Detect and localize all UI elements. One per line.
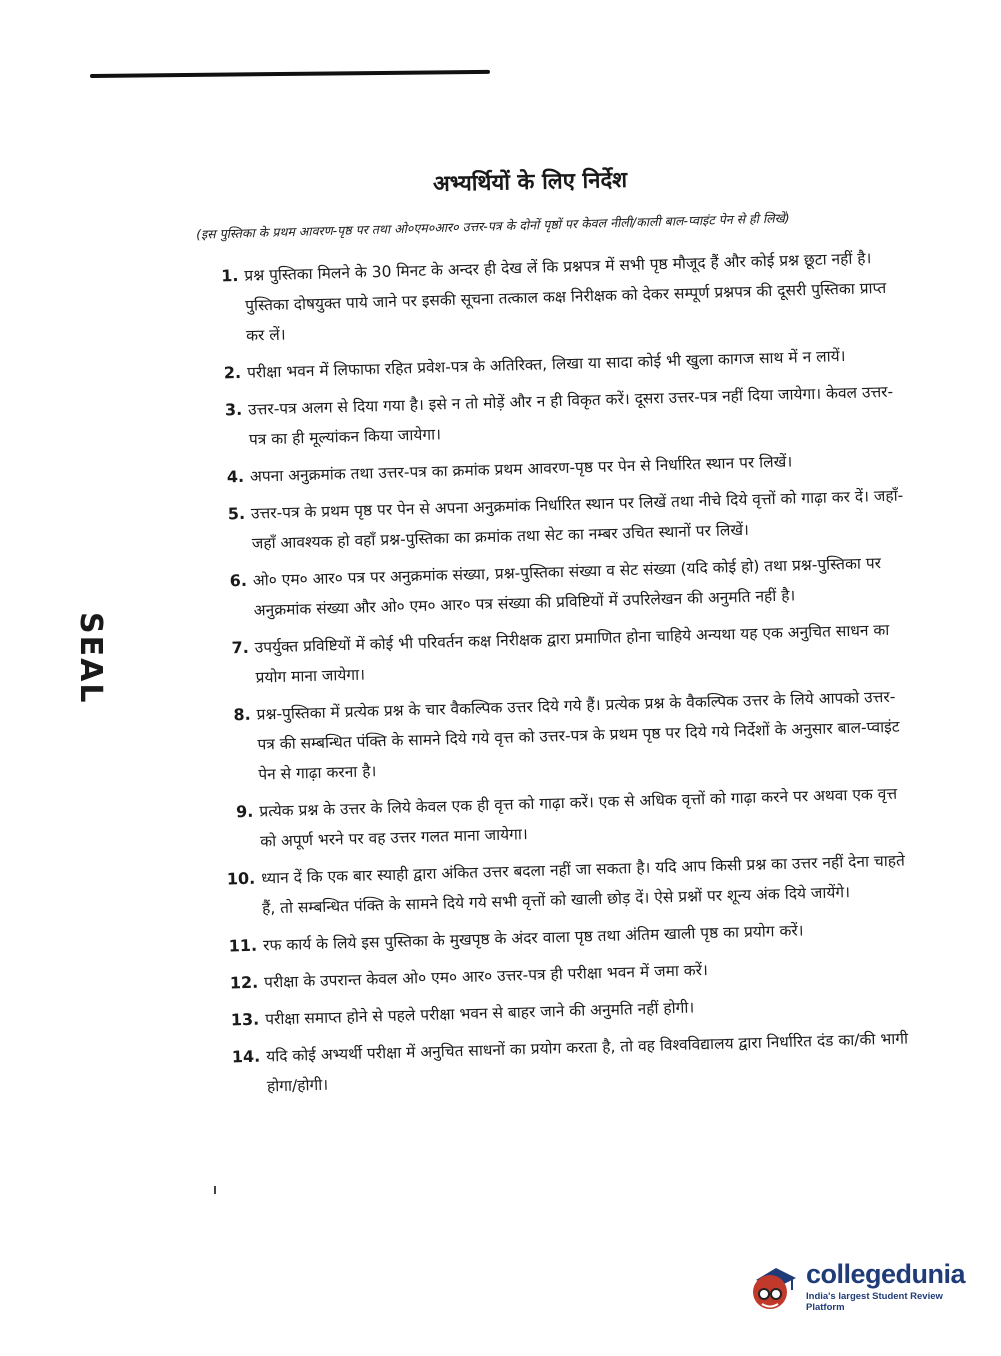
instruction-number: 11. bbox=[228, 935, 258, 956]
instruction-text: अपना अनुक्रमांक तथा उत्तर-पत्र का क्रमांक प्रथम आवरण-पृष्ठ पर पेन से निर्धारित स्थान पर लिखें। bbox=[249, 452, 793, 486]
instruction-item bbox=[210, 614, 911, 694]
instruction-text: रफ कार्य के लिये इस पुस्तिका के मुखपृष्ठ के अंदर वाला पृष्ठ तथा अंतिम खाली पृष्ठ का प्रयोग करें। bbox=[262, 921, 804, 955]
instruction-number: 1. bbox=[220, 265, 239, 286]
instruction-number: 3. bbox=[224, 399, 243, 420]
instruction-text: प्रत्येक प्रश्न के उत्तर के लिये केवल एक ही वृत्त को गाढ़ा करें। एक से अधिक वृत्तों को गाढ़ा करने पर अथवा एक वृत्त को अपूर्ण भरने पर वह उत्तर गलत माना जायेगा। bbox=[259, 784, 898, 851]
instruction-item bbox=[207, 480, 908, 560]
instruction-text: ध्यान दें कि एक बार स्याही द्वारा अंकित उत्तर बदला नहीं जा सकता है। यदि आप किसी प्रश्न का उत्तर नहीं देना चाहते हैं, तो सम्बन्धित पंक्ति के सामने दिये गये सभी वृत्तों को खाली छोड़ दें। ऐसे प्रश्नों पर शून्य अंक दिये जायेंगे। bbox=[260, 851, 906, 918]
mascot-icon bbox=[742, 1256, 802, 1316]
seal-label: SEAL bbox=[73, 612, 108, 705]
instruction-item bbox=[217, 845, 918, 925]
instruction-text: यदि कोई अभ्यर्थी परीक्षा में अनुचित साधनों का प्रयोग करता है, तो वह विश्वविद्यालय द्वारा निर्धारित दंड का/की भागी होगा/होगी। bbox=[265, 1029, 909, 1096]
instruction-text: प्रश्न पुस्तिका मिलने के 30 मिनट के अन्दर ही देख लें कि प्रश्नपत्र में सभी पृष्ठ मौजूद हैं और कोई प्रश्न छूटा नहीं है। पुस्तिका दोषयुक्त पाये जाने पर इसकी सूचना तत्काल कक्ष निरीक्षक को देकर सम्पूर्ण प्रश्नपत्र की दूसरी पुस्तिका प्राप्त कर लें। bbox=[244, 249, 887, 345]
brand-name: collegedunia bbox=[806, 1259, 966, 1289]
collegedunia-logo[interactable] bbox=[742, 1254, 972, 1318]
instruction-number: 6. bbox=[229, 570, 248, 591]
instruction-item bbox=[200, 242, 902, 352]
instruction-text: परीक्षा समाप्त होने से पहले परीक्षा भवन से बाहर जाने की अनुमति नहीं होगी। bbox=[264, 998, 695, 1029]
instruction-number: 9. bbox=[235, 801, 254, 822]
instruction-text: उत्तर-पत्र अलग से दिया गया है। इसे न तो मोड़ें और न ही विकृत करें। दूसरा उत्तर-पत्र नहीं दिया जायेगा। केवल उत्तर-पत्र का ही मूल्यांकन किया जायेगा। bbox=[247, 382, 894, 449]
instruction-item bbox=[212, 681, 914, 791]
instruction-text: प्रश्न-पुस्तिका में प्रत्येक प्रश्न के चार वैकल्पिक उत्तर दिये गये हैं। प्रत्येक प्रश्न के वैकल्पिक उत्तर के लिये आपको उत्तर-पत्र की सम्बन्धित पंक्ति के सामने दिये गये वृत्त को उत्तर-पत्र के प्रथम पृष्ठ पर दिये गये निर्देशों के अनुसार बाल-प्वाइंट पेन से गाढ़ा करना है। bbox=[256, 687, 900, 784]
instruction-number: 12. bbox=[229, 972, 259, 993]
instruction-item bbox=[222, 1023, 923, 1103]
instruction-number: 7. bbox=[231, 637, 250, 658]
top-rule bbox=[90, 70, 490, 78]
instruction-text: परीक्षा भवन में लिफाफा रहित प्रवेश-पत्र के अतिरिक्त, लिखा या सादा कोई भी खुला कागज साथ में न लायें। bbox=[246, 347, 846, 382]
instruction-text: उपर्युक्त प्रविष्टियों में कोई भी परिवर्तन कक्ष निरीक्षक द्वारा प्रमाणित होना चाहिये अन्यथा यह एक अनुचित साधन का प्रयोग माना जायेगा। bbox=[254, 620, 890, 687]
page-title: अभ्यर्थियों के लिए निर्देश bbox=[432, 167, 628, 198]
instruction-item bbox=[204, 376, 905, 456]
instruction-text: उत्तर-पत्र के प्रथम पृष्ठ पर पेन से अपना अनुक्रमांक निर्धारित स्थान पर लिखें तथा नीचे दिये वृत्तों को गाढ़ा कर दें। जहाँ-जहाँ आवश्यक हो वहाँ प्रश्न-पुस्तिका का क्रमांक तथा सेट का नम्बर उचित स्थानों पर लिखें। bbox=[250, 486, 904, 553]
instruction-number: 5. bbox=[227, 503, 246, 524]
instruction-number: 10. bbox=[226, 868, 256, 889]
instructions-list bbox=[200, 242, 923, 1109]
page-subtitle: (इस पुस्तिका के प्रथम आवरण-पृष्ठ पर तथा ओ०एम०आर० उत्तर-पत्र के दोनों पृष्ठों पर केवल नीली/काली बाल-प्वाइंट पेन से ही लिखें) bbox=[195, 210, 790, 242]
instruction-item bbox=[209, 547, 910, 627]
instruction-text: ओ० एम० आर० पत्र पर अनुक्रमांक संख्या, प्रश्न-पुस्तिका संख्या व सेट संख्या (यदि कोई हो) तथा प्रश्न-पुस्तिका पर अनुक्रमांक संख्या और ओ० एम० आर० पत्र संख्या की प्रविष्टियों में उपरिलेखन की अनुमति नहीं है। bbox=[252, 554, 882, 620]
instruction-item bbox=[215, 778, 916, 858]
stray-mark bbox=[214, 1186, 216, 1194]
instruction-number: 2. bbox=[223, 362, 242, 383]
logo-text bbox=[806, 1259, 972, 1313]
instruction-number: 13. bbox=[230, 1009, 260, 1030]
instruction-text: परीक्षा के उपरान्त केवल ओ० एम० आर० उत्तर-पत्र ही परीक्षा भवन में जमा करें। bbox=[263, 961, 709, 992]
instruction-number: 4. bbox=[226, 466, 245, 487]
instruction-number: 8. bbox=[233, 704, 251, 725]
brand-tagline: India's largest Student Review Platform bbox=[806, 1291, 943, 1313]
instruction-number: 14. bbox=[231, 1046, 261, 1067]
